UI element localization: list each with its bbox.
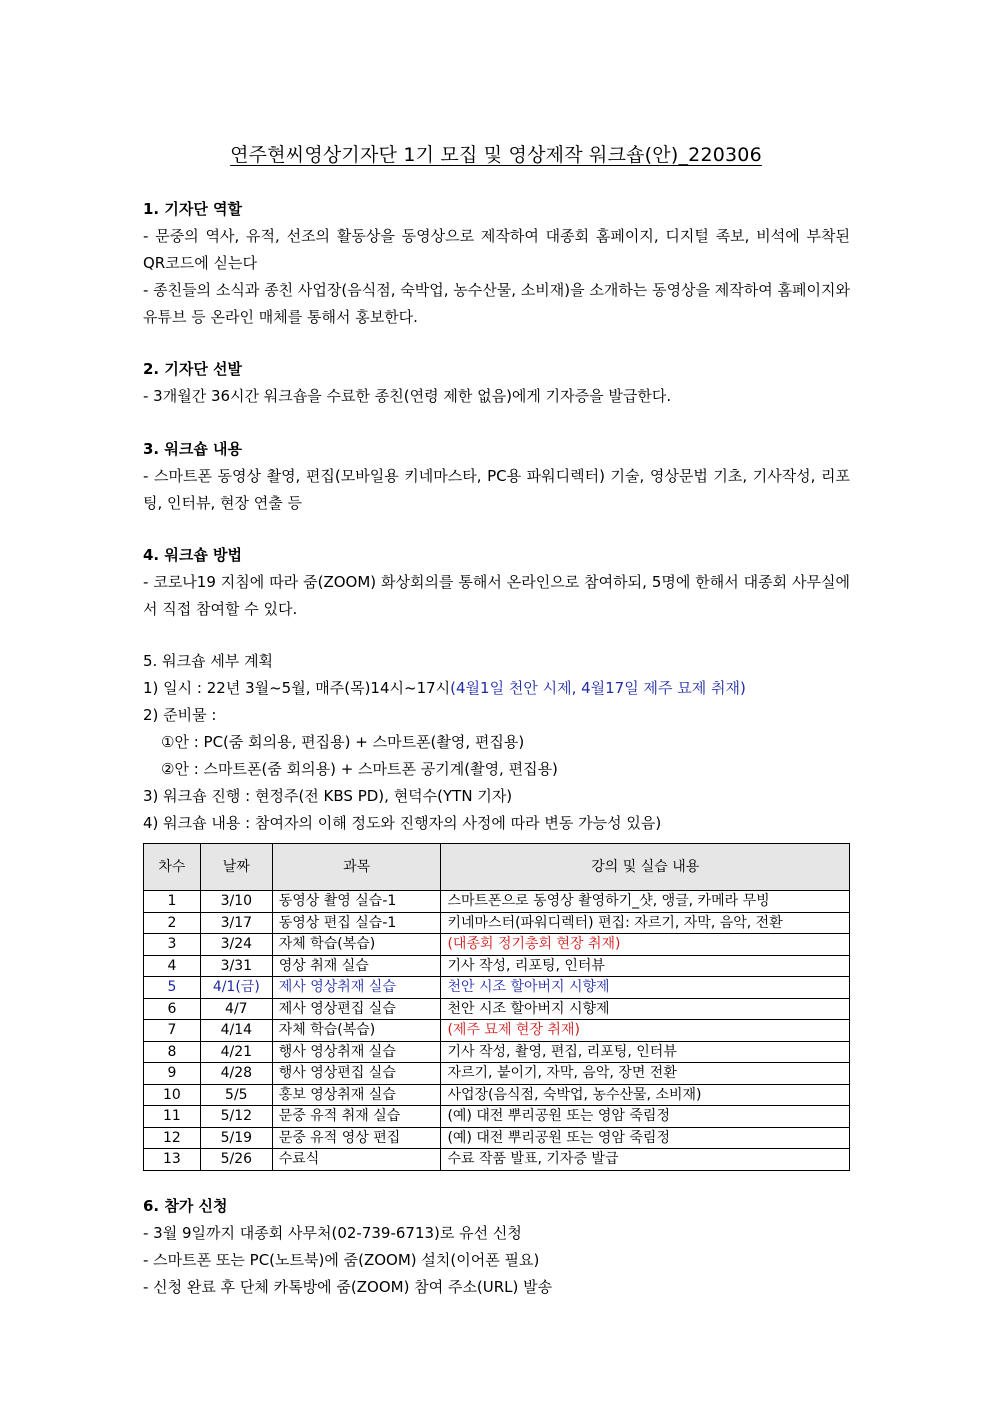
cell-date: 4/21	[200, 1041, 272, 1063]
cell-subject: 문중 유적 취재 실습	[272, 1106, 441, 1128]
cell-subject: 동영상 촬영 실습-1	[272, 891, 441, 913]
schedule-line	[143, 675, 850, 702]
cell-subject: 영상 취재 실습	[272, 955, 441, 977]
schedule-table	[143, 843, 850, 1171]
cell-content: 천안 시조 할아버지 시향제	[441, 977, 850, 999]
cell-content: (예) 대전 뿌리공원 또는 영암 죽림정	[441, 1106, 850, 1128]
cell-content: 기사 작성, 리포팅, 인터뷰	[441, 955, 850, 977]
schedule-date: 1) 일시 : 22년 3월~5월, 매주(목)14시~17시	[143, 679, 451, 697]
cell-subject: 행사 영상편집 실습	[272, 1063, 441, 1085]
header-content: 강의 및 실습 내용	[441, 844, 850, 891]
prep-label: 2) 준비물 :	[143, 706, 217, 724]
cell-no: 4	[144, 955, 201, 977]
table-row	[144, 1084, 850, 1106]
header-date: 날짜	[200, 844, 272, 891]
paragraph: - 종친들의 소식과 종친 사업장(음식점, 숙박업, 농수산물, 소비재)을 소개하는 동영상을 제작하여 홈페이지와 유튜브 등 온라인 매체를 통해서 홍보한다.	[143, 281, 850, 326]
cell-no: 7	[144, 1020, 201, 1042]
table-row	[144, 977, 850, 999]
section-heading: 2. 기자단 선발	[143, 360, 243, 378]
section-heading: 4. 워크숍 방법	[143, 546, 243, 564]
header-no: 차수	[144, 844, 201, 891]
paragraph: - 코로나19 지침에 따라 줌(ZOOM) 화상회의를 통해서 온라인으로 참여하되, 5명에 한해서 대종회 사무실에서 직접 참여할 수 있다.	[143, 573, 850, 618]
application-step: - 스마트폰 또는 PC(노트북)에 줌(ZOOM) 설치(이어폰 필요)	[143, 1251, 540, 1269]
paragraph: - 문중의 역사, 유적, 선조의 활동상을 동영상으로 제작하여 대종회 홈페이지, 디지털 족보, 비석에 부착된 QR코드에 싣는다	[143, 227, 850, 272]
table-row	[144, 934, 850, 956]
table-row	[144, 1020, 850, 1042]
table-row	[144, 1106, 850, 1128]
cell-subject: 수료식	[272, 1149, 441, 1171]
application-step: - 3월 9일까지 대종회 사무처(02-739-6713)로 유선 신청	[143, 1224, 522, 1242]
cell-date: 4/7	[200, 998, 272, 1020]
cell-no: 11	[144, 1106, 201, 1128]
section-heading: 5. 워크숍 세부 계획	[143, 652, 274, 670]
cell-subject: 문중 유적 영상 편집	[272, 1127, 441, 1149]
cell-date: 4/28	[200, 1063, 272, 1085]
cell-no: 6	[144, 998, 201, 1020]
section-heading: 6. 참가 신청	[143, 1197, 228, 1215]
cell-no: 10	[144, 1084, 201, 1106]
cell-subject: 자체 학습(복습)	[272, 934, 441, 956]
application-step: - 신청 완료 후 단체 카톡방에 줌(ZOOM) 참여 주소(URL) 발송	[143, 1278, 553, 1296]
table-row	[144, 1127, 850, 1149]
cell-content: 수료 작품 발표, 기자증 발급	[441, 1149, 850, 1171]
workshop-content-note: 4) 워크숍 내용 : 참여자의 이해 정도와 진행자의 사정에 따라 변동 가능성 있음)	[143, 814, 662, 832]
cell-subject: 자체 학습(복습)	[272, 1020, 441, 1042]
table-row	[144, 912, 850, 934]
cell-date: 3/31	[200, 955, 272, 977]
prep-option-1: ①안 : PC(줌 회의용, 편집용) + 스마트폰(촬영, 편집용)	[161, 733, 525, 751]
cell-date: 5/19	[200, 1127, 272, 1149]
cell-content: 사업장(음식점, 숙박업, 농수산물, 소비재)	[441, 1084, 850, 1106]
cell-date: 4/1(금)	[200, 977, 272, 999]
cell-no: 13	[144, 1149, 201, 1171]
cell-no: 9	[144, 1063, 201, 1085]
cell-content: 스마트폰으로 동영상 촬영하기_샷, 앵글, 카메라 무빙	[441, 891, 850, 913]
cell-date: 4/14	[200, 1020, 272, 1042]
cell-no: 8	[144, 1041, 201, 1063]
section-workshop-method	[143, 542, 850, 623]
paragraph: - 3개월간 36시간 워크숍을 수료한 종친(연령 제한 없음)에게 기자증을 발급한다.	[143, 387, 672, 405]
cell-date: 3/17	[200, 912, 272, 934]
cell-date: 3/10	[200, 891, 272, 913]
section-heading: 3. 워크숍 내용	[143, 440, 243, 458]
cell-date: 5/26	[200, 1149, 272, 1171]
cell-content: (대종회 정기총회 현장 취재)	[441, 934, 850, 956]
cell-no: 1	[144, 891, 201, 913]
cell-content: 자르기, 붙이기, 자막, 음악, 장면 전환	[441, 1063, 850, 1085]
cell-date: 5/5	[200, 1084, 272, 1106]
cell-no: 12	[144, 1127, 201, 1149]
table-row	[144, 998, 850, 1020]
document-title: 연주현씨영상기자단 1기 모집 및 영상제작 워크숍(안)_220306	[230, 144, 762, 166]
table-row	[144, 955, 850, 977]
cell-subject: 동영상 편집 실습-1	[272, 912, 441, 934]
paragraph: - 스마트폰 동영상 촬영, 편집(모바일용 키네마스타, PC용 파워디렉터) 기술, 영상문법 기초, 기사작성, 리포팅, 인터뷰, 현장 연출 등	[143, 467, 850, 512]
section-heading: 1. 기자단 역할	[143, 200, 243, 218]
cell-content: 천안 시조 할아버지 시향제	[441, 998, 850, 1020]
cell-no: 5	[144, 977, 201, 999]
cell-subject: 행사 영상취재 실습	[272, 1041, 441, 1063]
cell-no: 3	[144, 934, 201, 956]
schedule-note: (4월1일 천안 시제, 4월17일 제주 묘제 취재)	[450, 679, 746, 697]
section-detail-plan	[143, 648, 850, 837]
table-row	[144, 1041, 850, 1063]
cell-subject: 홍보 영상취재 실습	[272, 1084, 441, 1106]
prep-option-2: ②안 : 스마트폰(줌 회의용) + 스마트폰 공기계(촬영, 편집용)	[161, 760, 558, 778]
table-row	[144, 891, 850, 913]
cell-no: 2	[144, 912, 201, 934]
cell-content: 기사 작성, 촬영, 편집, 리포팅, 인터뷰	[441, 1041, 850, 1063]
section-workshop-content	[143, 436, 850, 517]
cell-content: (제주 묘제 현장 취재)	[441, 1020, 850, 1042]
section-selection	[143, 356, 850, 410]
cell-subject: 제사 영상편집 실습	[272, 998, 441, 1020]
section-application	[143, 1193, 850, 1301]
section-role	[143, 196, 850, 331]
header-subject: 과목	[272, 844, 441, 891]
workshop-progress: 3) 워크숍 진행 : 현정주(전 KBS PD), 현덕수(YTN 기자)	[143, 787, 513, 805]
cell-date: 5/12	[200, 1106, 272, 1128]
cell-date: 3/24	[200, 934, 272, 956]
cell-subject: 제사 영상취재 실습	[272, 977, 441, 999]
cell-content: 키네마스터(파워디렉터) 편집: 자르기, 자막, 음악, 전환	[441, 912, 850, 934]
table-header-row	[144, 844, 850, 891]
table-row	[144, 1149, 850, 1171]
table-row	[144, 1063, 850, 1085]
cell-content: (예) 대전 뿌리공원 또는 영암 죽림정	[441, 1127, 850, 1149]
